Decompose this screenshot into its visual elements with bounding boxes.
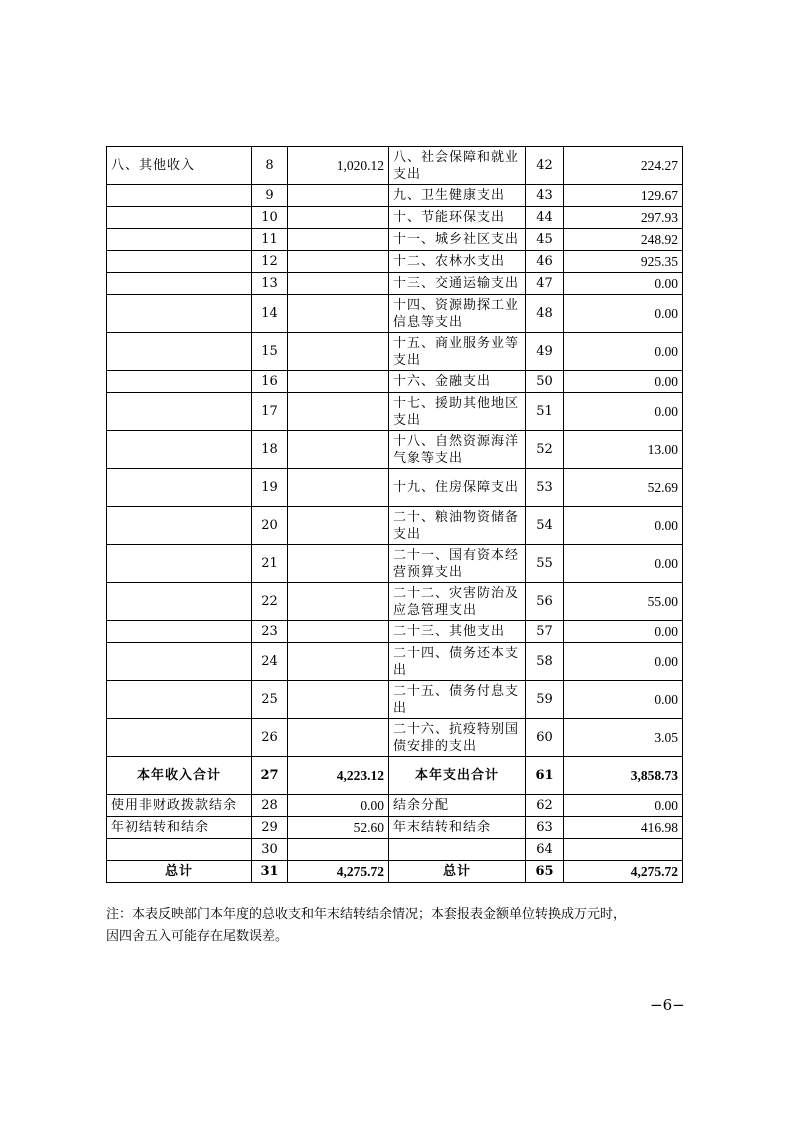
income-item-cell	[107, 681, 252, 719]
income-line-number-cell: 18	[252, 431, 288, 469]
expense-amount-cell: 55.00	[564, 583, 683, 621]
table-row	[107, 185, 683, 207]
expense-amount-cell: 52.69	[564, 469, 683, 507]
income-item-cell	[107, 507, 252, 545]
expense-line-number-cell: 61	[526, 757, 564, 795]
income-item-cell	[107, 251, 252, 273]
expense-amount-cell: 4,275.72	[564, 861, 683, 883]
income-amount-cell	[288, 507, 389, 545]
table-row	[107, 861, 683, 883]
table-row	[107, 507, 683, 545]
table-row	[107, 207, 683, 229]
income-line-number-cell: 14	[252, 295, 288, 333]
income-amount-cell	[288, 719, 389, 757]
income-item-cell	[107, 333, 252, 371]
expense-amount-cell: 224.27	[564, 147, 683, 185]
budget-table-container	[106, 146, 682, 883]
expense-amount-cell: 248.92	[564, 229, 683, 251]
income-line-number-cell: 9	[252, 185, 288, 207]
expense-line-number-cell: 54	[526, 507, 564, 545]
income-amount-cell	[288, 469, 389, 507]
expense-line-number-cell: 58	[526, 643, 564, 681]
expense-line-number-cell: 53	[526, 469, 564, 507]
income-item-cell: 八、其他收入	[107, 147, 252, 185]
expense-line-number-cell: 47	[526, 273, 564, 295]
expense-item-cell: 十五、商业服务业等支出	[389, 333, 526, 371]
income-item-cell	[107, 295, 252, 333]
income-amount-cell	[288, 333, 389, 371]
table-row	[107, 621, 683, 643]
income-line-number-cell: 22	[252, 583, 288, 621]
expense-line-number-cell: 45	[526, 229, 564, 251]
expense-line-number-cell: 62	[526, 795, 564, 817]
expense-item-cell: 二十五、债务付息支出	[389, 681, 526, 719]
table-row	[107, 273, 683, 295]
expense-amount-cell: 416.98	[564, 817, 683, 839]
income-item-cell	[107, 185, 252, 207]
expense-line-number-cell: 52	[526, 431, 564, 469]
expense-item-cell: 本年支出合计	[389, 757, 526, 795]
expense-item-cell: 二十六、抗疫特别国债安排的支出	[389, 719, 526, 757]
income-line-number-cell: 26	[252, 719, 288, 757]
expense-line-number-cell: 49	[526, 333, 564, 371]
expense-amount-cell: 3.05	[564, 719, 683, 757]
expense-line-number-cell: 56	[526, 583, 564, 621]
income-line-number-cell: 31	[252, 861, 288, 883]
income-amount-cell	[288, 207, 389, 229]
income-amount-cell	[288, 621, 389, 643]
table-row	[107, 795, 683, 817]
income-item-cell	[107, 431, 252, 469]
income-amount-cell	[288, 643, 389, 681]
expense-item-cell: 二十一、国有资本经营预算支出	[389, 545, 526, 583]
expense-item-cell: 十七、援助其他地区支出	[389, 393, 526, 431]
income-item-cell	[107, 719, 252, 757]
income-line-number-cell: 13	[252, 273, 288, 295]
income-amount-cell	[288, 681, 389, 719]
table-row	[107, 431, 683, 469]
income-line-number-cell: 12	[252, 251, 288, 273]
income-item-cell: 年初结转和结余	[107, 817, 252, 839]
expense-item-cell: 二十、粮油物资储备支出	[389, 507, 526, 545]
income-line-number-cell: 17	[252, 393, 288, 431]
table-row	[107, 229, 683, 251]
table-row	[107, 371, 683, 393]
expense-amount-cell: 0.00	[564, 621, 683, 643]
expense-item-cell: 年末结转和结余	[389, 817, 526, 839]
expense-amount-cell: 297.93	[564, 207, 683, 229]
expense-line-number-cell: 48	[526, 295, 564, 333]
expense-amount-cell: 0.00	[564, 295, 683, 333]
expense-item-cell: 十三、交通运输支出	[389, 273, 526, 295]
income-line-number-cell: 23	[252, 621, 288, 643]
expense-item-cell: 十八、自然资源海洋气象等支出	[389, 431, 526, 469]
income-item-cell	[107, 583, 252, 621]
expense-item-cell: 结余分配	[389, 795, 526, 817]
income-amount-cell	[288, 431, 389, 469]
income-item-cell	[107, 839, 252, 861]
expense-item-cell: 八、社会保障和就业支出	[389, 147, 526, 185]
income-line-number-cell: 21	[252, 545, 288, 583]
expense-line-number-cell: 51	[526, 393, 564, 431]
expense-amount-cell: 129.67	[564, 185, 683, 207]
table-row	[107, 469, 683, 507]
expense-line-number-cell: 44	[526, 207, 564, 229]
table-row	[107, 147, 683, 185]
table-row	[107, 393, 683, 431]
expense-item-cell: 十二、农林水支出	[389, 251, 526, 273]
expense-amount-cell: 0.00	[564, 507, 683, 545]
income-line-number-cell: 24	[252, 643, 288, 681]
income-amount-cell	[288, 229, 389, 251]
table-row	[107, 757, 683, 795]
table-row	[107, 545, 683, 583]
expense-line-number-cell: 46	[526, 251, 564, 273]
income-item-cell: 本年收入合计	[107, 757, 252, 795]
expense-line-number-cell: 43	[526, 185, 564, 207]
income-amount-cell	[288, 273, 389, 295]
expense-amount-cell: 925.35	[564, 251, 683, 273]
income-amount-cell: 1,020.12	[288, 147, 389, 185]
income-item-cell	[107, 643, 252, 681]
income-line-number-cell: 15	[252, 333, 288, 371]
table-row	[107, 817, 683, 839]
income-line-number-cell: 29	[252, 817, 288, 839]
income-amount-cell	[288, 393, 389, 431]
expense-line-number-cell: 57	[526, 621, 564, 643]
table-row	[107, 251, 683, 273]
income-amount-cell: 4,223.12	[288, 757, 389, 795]
expense-line-number-cell: 60	[526, 719, 564, 757]
income-amount-cell: 0.00	[288, 795, 389, 817]
income-line-number-cell: 11	[252, 229, 288, 251]
expense-item-cell: 二十三、其他支出	[389, 621, 526, 643]
income-item-cell	[107, 393, 252, 431]
table-row	[107, 295, 683, 333]
income-item-cell	[107, 621, 252, 643]
income-line-number-cell: 27	[252, 757, 288, 795]
expense-line-number-cell: 42	[526, 147, 564, 185]
expense-item-cell: 十九、住房保障支出	[389, 469, 526, 507]
income-amount-cell	[288, 251, 389, 273]
expense-item-cell: 九、卫生健康支出	[389, 185, 526, 207]
income-line-number-cell: 28	[252, 795, 288, 817]
income-line-number-cell: 20	[252, 507, 288, 545]
expense-amount-cell: 3,858.73	[564, 757, 683, 795]
income-item-cell	[107, 229, 252, 251]
table-row	[107, 839, 683, 861]
expense-item-cell: 二十二、灾害防治及应急管理支出	[389, 583, 526, 621]
income-line-number-cell: 30	[252, 839, 288, 861]
expense-item-cell: 十、节能环保支出	[389, 207, 526, 229]
income-line-number-cell: 19	[252, 469, 288, 507]
income-line-number-cell: 16	[252, 371, 288, 393]
expense-item-cell: 总计	[389, 861, 526, 883]
income-item-cell	[107, 273, 252, 295]
income-amount-cell: 4,275.72	[288, 861, 389, 883]
expense-amount-cell: 0.00	[564, 273, 683, 295]
income-line-number-cell: 10	[252, 207, 288, 229]
page-number: −6−	[650, 996, 685, 1014]
table-row	[107, 681, 683, 719]
income-amount-cell	[288, 295, 389, 333]
expense-amount-cell: 0.00	[564, 333, 683, 371]
income-expense-table	[106, 146, 683, 883]
expense-item-cell: 十六、金融支出	[389, 371, 526, 393]
income-item-cell: 总计	[107, 861, 252, 883]
expense-item-cell: 十四、资源勘探工业信息等支出	[389, 295, 526, 333]
income-item-cell	[107, 371, 252, 393]
income-amount-cell	[288, 185, 389, 207]
expense-line-number-cell: 64	[526, 839, 564, 861]
expense-item-cell	[389, 839, 526, 861]
expense-line-number-cell: 59	[526, 681, 564, 719]
income-amount-cell	[288, 371, 389, 393]
expense-amount-cell: 0.00	[564, 795, 683, 817]
income-line-number-cell: 25	[252, 681, 288, 719]
table-row	[107, 719, 683, 757]
expense-item-cell: 十一、城乡社区支出	[389, 229, 526, 251]
expense-amount-cell: 0.00	[564, 393, 683, 431]
footnote-line: 因四舍五入可能存在尾数误差。	[106, 929, 289, 944]
expense-amount-cell: 0.00	[564, 545, 683, 583]
expense-item-cell: 二十四、债务还本支出	[389, 643, 526, 681]
footnote-line: 注：本表反映部门本年度的总收支和年末结转结余情况；本套报表金额单位转换成万元时，	[106, 907, 627, 922]
income-amount-cell	[288, 583, 389, 621]
expense-amount-cell	[564, 839, 683, 861]
expense-amount-cell: 13.00	[564, 431, 683, 469]
expense-line-number-cell: 65	[526, 861, 564, 883]
expense-line-number-cell: 50	[526, 371, 564, 393]
expense-line-number-cell: 55	[526, 545, 564, 583]
table-row	[107, 643, 683, 681]
income-line-number-cell: 8	[252, 147, 288, 185]
expense-line-number-cell: 63	[526, 817, 564, 839]
expense-amount-cell: 0.00	[564, 371, 683, 393]
table-row	[107, 333, 683, 371]
income-amount-cell: 52.60	[288, 817, 389, 839]
income-item-cell	[107, 545, 252, 583]
income-item-cell: 使用非财政拨款结余	[107, 795, 252, 817]
income-item-cell	[107, 207, 252, 229]
expense-amount-cell: 0.00	[564, 681, 683, 719]
footnote	[106, 904, 706, 948]
table-row	[107, 583, 683, 621]
income-item-cell	[107, 469, 252, 507]
income-amount-cell	[288, 545, 389, 583]
expense-amount-cell: 0.00	[564, 643, 683, 681]
income-amount-cell	[288, 839, 389, 861]
